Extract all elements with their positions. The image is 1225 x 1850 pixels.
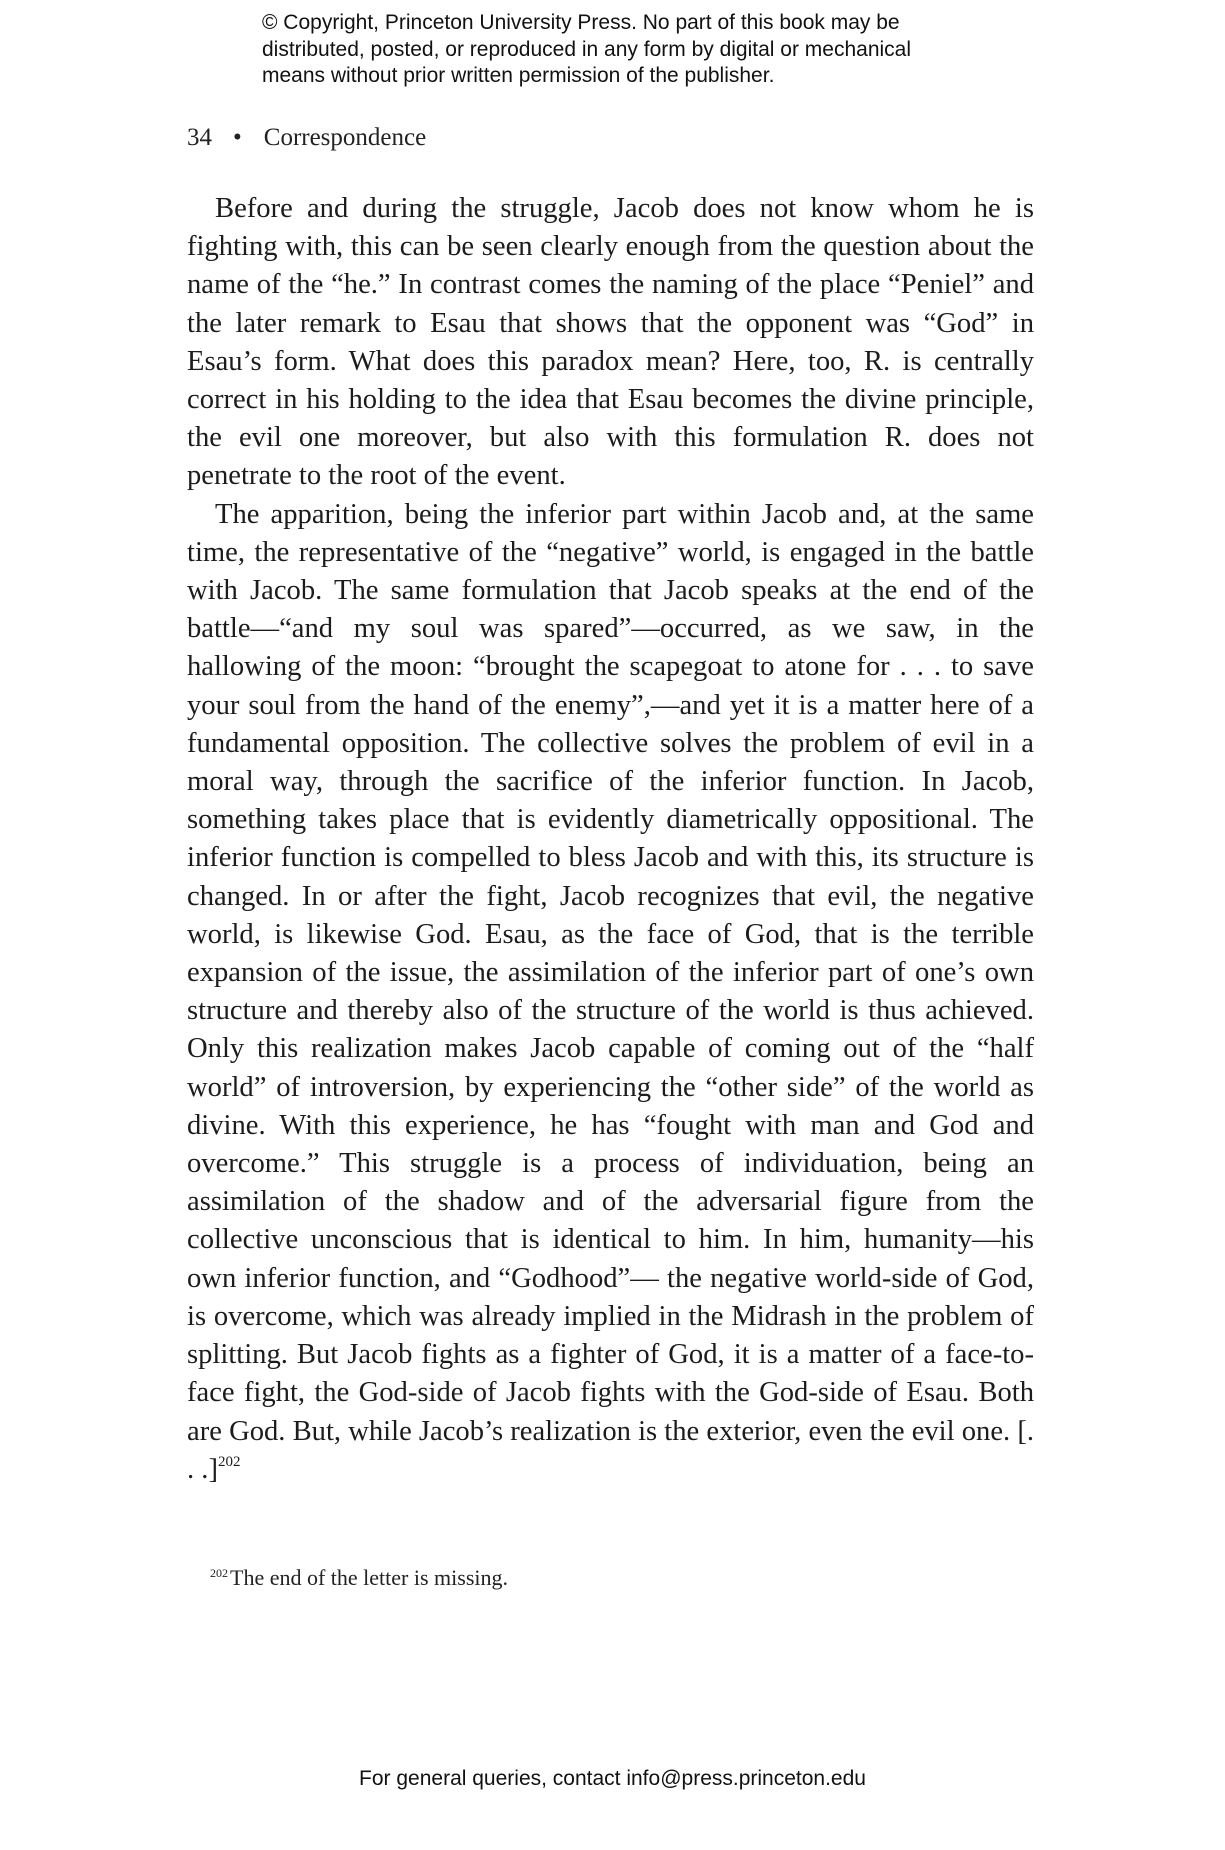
copyright-line: distributed, posted, or reproduced in any form by digital or mechanical [262,37,912,61]
copyright-line: means without prior written permission of the publisher. [262,64,775,87]
paragraph [187,496,1034,1489]
bullet-separator: • [233,124,242,151]
paragraph-text: The apparition, being the inferior part within Jacob and, at the same time, the representative of the “negative” world, is engaged in the battle with Jacob. The same formulation that Jacob speaks at the end of the battle—“and my soul was spared”—occurred, as we saw, in the hallowing of the moon: “brought the scapegoat to atone for . . . to save your soul from the hand of the enemy”,—and yet it is a matter here of a fundamental opposition. The collective solves the problem of evil in a moral way, through the sacrifice of the inferior function. In Jacob, something takes place that is evidently diametrically oppositional. The inferior function is compelled to bless Jacob and with this, its structure is changed. In or after the fight, Jacob recognizes that evil, the negative world, is likewise God. Esau, as the face of God, that is the terrible expansion of the issue, the assimilation of the inferior part of one’s own structure and thereby also of the structure of the world is thus achieved. Only this realization makes Jacob capable of coming out of the “half world” of introversion, by experiencing the “other side” of the world as divine. With this experience, he has “fought with man and God and overcome.” This struggle is a process of individuation, being an assimilation of the shadow and of the adversarial figure from the collective unconscious that is identical to him. In him, humanity—his own inferior function, and “Godhood”— the negative world-side of God, is overcome, which was already implied in the Midrash in the problem of splitting. But Jacob fights as a fighter of God, it is a matter of a face-to-face fight, the God-side of Jacob fights with the God-side of Esau. Both are God. But, while Jacob’s realization is the exterior, even the evil one. [. . .] [187,498,1034,1485]
page-number: 34 [187,124,212,151]
footnote [210,1565,508,1591]
copyright-line: © Copyright, Princeton University Press. No part of this book may be [262,11,900,34]
copyright-notice [262,10,1022,90]
section-title: Correspondence [263,124,427,151]
paragraph: Before and during the struggle, Jacob does not know whom he is fighting with, this can be seen clearly enough from the question about the name of the “he.” In contrast comes the naming of the place “Peniel” and the later remark to Esau that shows that the opponent was “God” in Esau’s form. What does this paradox mean? Here, too, R. is centrally correct in his holding to the idea that Esau becomes the divine principle, the evil one moreover, but also with this formulation R. does not penetrate to the root of the event. [187,193,1034,492]
contact-footer: For general queries, contact info@press.princeton.edu [359,1767,866,1790]
running-head [187,124,426,152]
footnote-number: 202 [210,1566,228,1580]
footnote-text: The end of the letter is missing. [230,1565,508,1590]
footnote-reference[interactable]: 202 [217,1453,241,1470]
body-text [187,190,1034,1489]
